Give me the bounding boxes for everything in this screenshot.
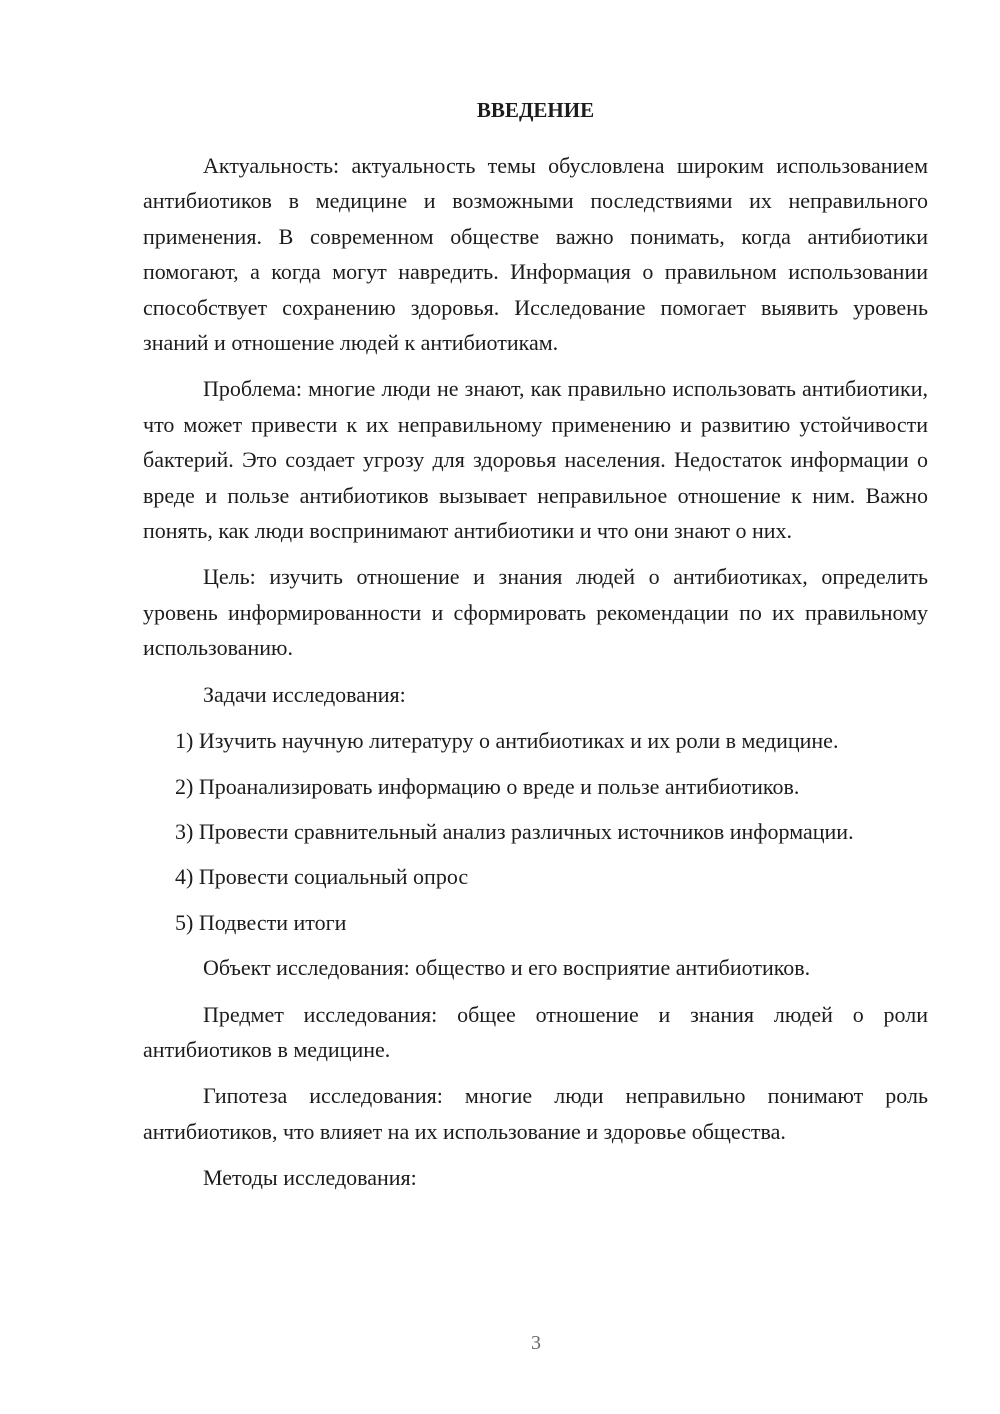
task-item-3: 3) Провести сравнительный анализ различных источников информации. <box>175 818 854 844</box>
task-item-1: 1) Изучить научную литературу о антибиотиках и их роли в медицине. <box>175 728 839 754</box>
task-item-5: 5) Подвести итоги <box>175 909 347 935</box>
hypothesis-paragraph: Гипотеза исследования: многие люди неправильно понимают роль антибиотиков, что влияет на их использование и здоровье общества. <box>143 1083 928 1144</box>
tasks-title: Задачи исследования: <box>203 681 406 707</box>
problem-paragraph: Проблема: многие люди не знают, как правильно использовать антибиотики, что может привести к их неправильному применению и развитию устойчивости бактерий. Это создает угрозу для здоровья населения. Недостаток информации о вреде и пользе антибиотиков вызывает неправильное отношение к ним. Важно понять, как люди воспринимают антибиотики и что они знают о них. <box>143 376 928 544</box>
methods-title: Методы исследования: <box>203 1165 417 1191</box>
relevance-paragraph: Актуальность: актуальность темы обусловлена широким использованием антибиотиков в медицине и возможными последствиями их неправильного применения. В современном обществе важно понимать, когда антибиотики помогают, а когда могут навредить. Информация о правильном использовании способствует сохранению здоровья. Исследование помогает выявить уровень знаний и отношение людей к антибиотикам. <box>143 153 928 356</box>
task-item-4: 4) Провести социальный опрос <box>175 864 469 890</box>
subject-paragraph: Предмет исследования: общее отношение и знания людей о роли антибиотиков в медицине. <box>143 1001 928 1062</box>
object-paragraph: Объект исследования: общество и его восприятие антибиотиков. <box>203 955 811 981</box>
task-item-2: 2) Проанализировать информацию о вреде и пользе антибиотиков. <box>175 773 800 799</box>
section-heading: ВВЕДЕНИЕ <box>476 98 595 122</box>
goal-paragraph: Цель: изучить отношение и знания людей о антибиотиках, определить уровень информированности и сформировать рекомендации по их правильному использованию. <box>143 564 928 661</box>
page-content <box>143 93 928 1207</box>
page-number: 3 <box>531 1332 541 1354</box>
